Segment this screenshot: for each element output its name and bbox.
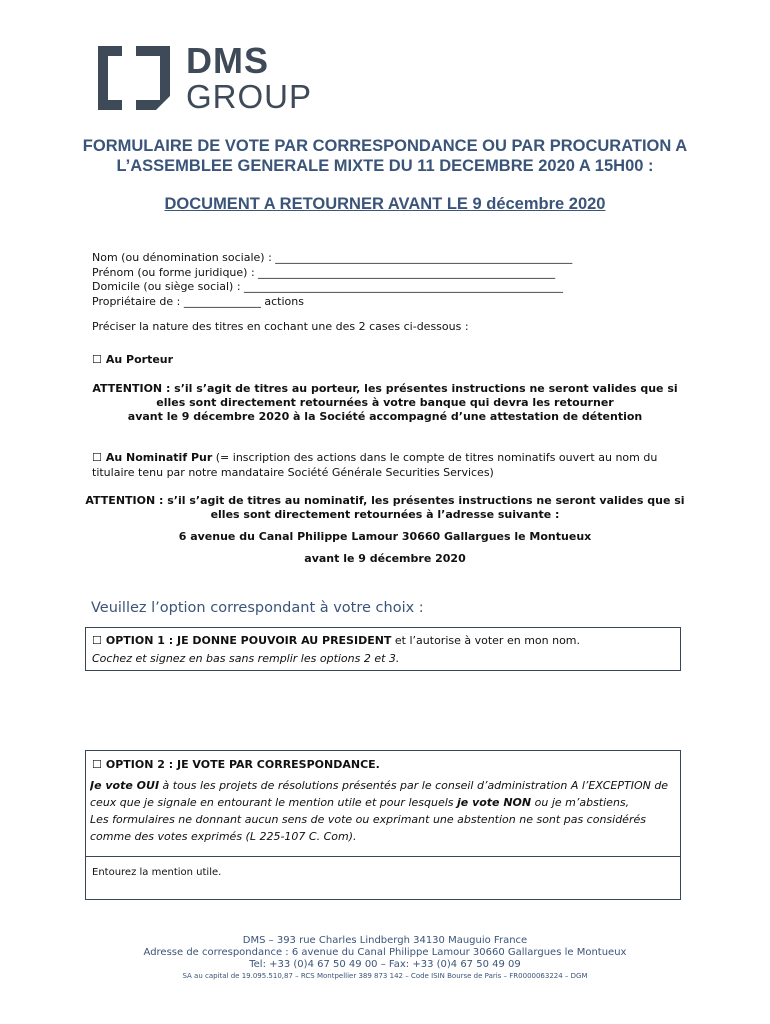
option-1-row[interactable] bbox=[92, 634, 580, 648]
nominatif-desc-line-2: titulaire tenu par notre mandataire Société Générale Securities Services) bbox=[92, 466, 494, 479]
option-2-line-3: Les formulaires ne donnant aucun sens de vote ou exprimant une abstention ne sont pas considérés bbox=[90, 813, 646, 826]
nominatif-desc-line-1: (= inscription des actions dans le compte de titres nominatifs ouvert au nom du bbox=[212, 451, 658, 464]
porteur-attention bbox=[60, 382, 710, 424]
option-2-body bbox=[90, 777, 676, 845]
porteur-label: Au Porteur bbox=[105, 353, 174, 366]
title-line-1: FORMULAIRE DE VOTE PAR CORRESPONDANCE OU PAR PROCURATION A bbox=[82, 137, 688, 155]
option-1-box bbox=[85, 627, 681, 671]
option-2-line-2-a: ceux que je signale en entourant le mention utile et pour lesquels bbox=[90, 796, 458, 809]
footer-line-4: SA au capital de 19.095.510,87 – RCS Montpellier 389 873 142 – Code ISIN Bourse de Paris – FR0000063224 – DGM bbox=[182, 972, 588, 980]
option-2-title: OPTION 2 : JE VOTE PAR CORRESPONDANCE. bbox=[105, 758, 380, 771]
porteur-attention-line-1: ATTENTION : s’il s’agit de titres au porteur, les présentes instructions ne seront valides que si bbox=[92, 382, 678, 395]
porteur-checkbox-row[interactable] bbox=[92, 353, 173, 367]
option-1-note: Cochez et signez en bas sans remplir les options 2 et 3. bbox=[92, 652, 400, 665]
checkbox-icon[interactable]: ☐ bbox=[92, 353, 102, 366]
nominatif-deadline: avant le 9 décembre 2020 bbox=[304, 552, 466, 565]
option-2-divider bbox=[86, 856, 680, 857]
proprietaire-field[interactable]: Propriétaire de : ______________ actions bbox=[92, 294, 304, 308]
nom-field[interactable]: Nom (ou dénomination sociale) : ______________________________________________________ bbox=[92, 251, 573, 264]
footer-line-1: DMS – 393 rue Charles Lindbergh 34130 Mauguio France bbox=[242, 935, 528, 946]
page-title bbox=[60, 136, 710, 176]
choice-heading: Veuillez l’option correspondant à votre choix : bbox=[91, 600, 424, 616]
logo-brand: DMS bbox=[186, 40, 269, 81]
preciser-text: Préciser la nature des titres en cochant une des 2 cases ci-dessous : bbox=[92, 320, 469, 333]
nominatif-address: 6 avenue du Canal Philippe Lamour 30660 Gallargues le Montueux bbox=[178, 530, 592, 543]
nominatif-attention-line-2: elles sont directement retournées à l’adresse suivante : bbox=[210, 508, 560, 521]
nominatif-label: Au Nominatif Pur bbox=[105, 451, 213, 464]
domicile-field[interactable]: Domicile (ou siège social) : __________________________________________________________ bbox=[92, 280, 564, 293]
option-2-line-2 bbox=[90, 794, 676, 811]
vote-non-text: je vote NON bbox=[457, 796, 532, 809]
footer-line-2: Adresse de correspondance : 6 avenue du Canal Philippe Lamour 30660 Gallargues le Montueux bbox=[143, 947, 627, 958]
logo-sub: GROUP bbox=[186, 78, 313, 115]
porteur-attention-line-3: avant le 9 décembre 2020 à la Société accompagné d’une attestation de détention bbox=[127, 410, 643, 423]
option-1-title: OPTION 1 : JE DONNE POUVOIR AU PRESIDENT bbox=[105, 634, 392, 647]
nominatif-checkbox-row[interactable] bbox=[92, 451, 657, 465]
nominatif-attention bbox=[60, 494, 710, 522]
vote-oui-text: Je vote OUI bbox=[90, 779, 160, 792]
option-2-line-4: comme des votes exprimés (L 225-107 C. Com). bbox=[90, 830, 357, 843]
option-2-line-2-b: ou je m’abstiens, bbox=[531, 796, 630, 809]
checkbox-icon[interactable]: ☐ bbox=[92, 758, 102, 771]
checkbox-icon[interactable]: ☐ bbox=[92, 634, 102, 647]
prenom-field[interactable]: Prénom (ou forme juridique) : ______________________________________________________ bbox=[92, 265, 556, 279]
title-line-2: L’ASSEMBLEE GENERALE MIXTE DU 11 DECEMBRE 2020 A 15H00 : bbox=[116, 157, 654, 175]
nominatif-attention-line-1: ATTENTION : s’il s’agit de titres au nominatif, les présentes instructions ne seront valides que si bbox=[85, 494, 685, 507]
footer-line-3: Tel: +33 (0)4 67 50 49 00 – Fax: +33 (0)4 67 50 49 09 bbox=[249, 959, 521, 970]
option-2-line-1 bbox=[90, 777, 676, 794]
option-2-box bbox=[85, 750, 681, 900]
option-2-line-1-rest: à tous les projets de résolutions présentés par le conseil d’administration A l’EXCEPTION de bbox=[159, 779, 669, 792]
entourez-text: Entourez la mention utile. bbox=[92, 867, 222, 878]
option-1-rest: et l’autorise à voter en mon nom. bbox=[391, 634, 581, 647]
porteur-attention-line-2: elles sont directement retournées à votre banque qui devra les retourner bbox=[156, 396, 614, 409]
option-2-row[interactable] bbox=[92, 758, 380, 772]
page-subtitle: DOCUMENT A RETOURNER AVANT LE 9 décembre 2020 bbox=[164, 195, 606, 213]
checkbox-icon[interactable]: ☐ bbox=[92, 451, 102, 464]
identity-fields bbox=[92, 251, 572, 309]
